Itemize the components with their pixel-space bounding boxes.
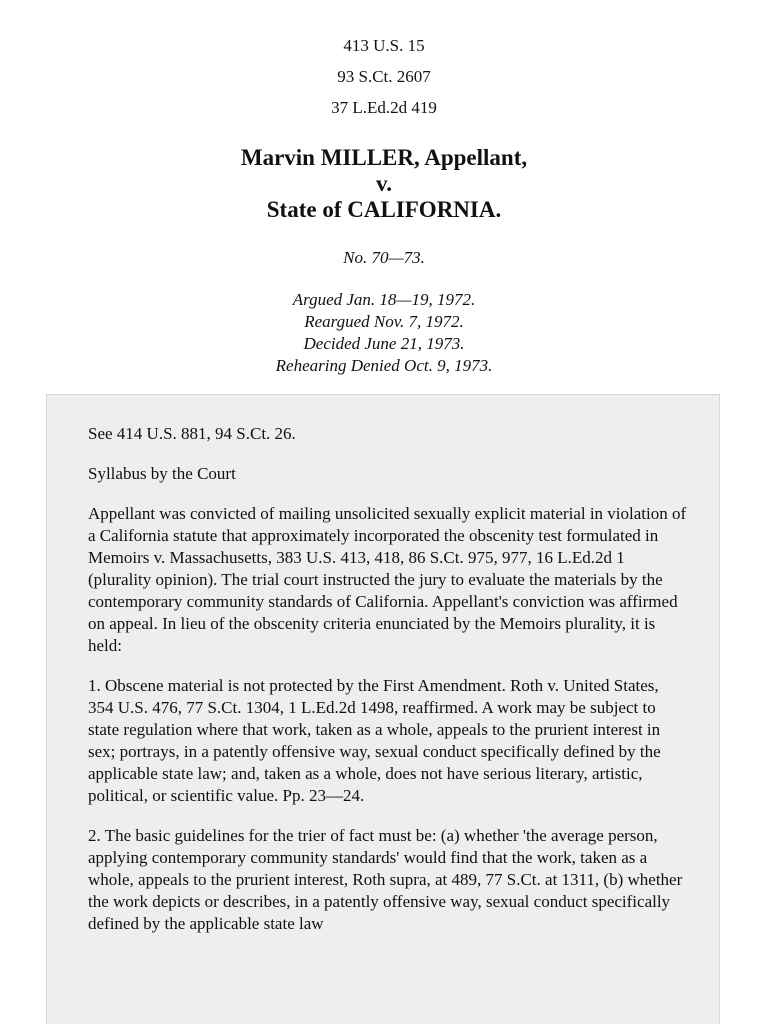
date-reargued: Reargued Nov. 7, 1972. xyxy=(304,312,464,331)
see-also-citation: See 414 U.S. 881, 94 S.Ct. 26. xyxy=(88,424,296,443)
case-title-appellee: State of CALIFORNIA. xyxy=(266,197,502,222)
date-decided: Decided June 21, 1973. xyxy=(303,334,465,353)
date-rehearing-denied: Rehearing Denied Oct. 9, 1973. xyxy=(275,356,493,375)
holding-paragraph-2: 2. The basic guidelines for the trier of fact must be: (a) whether 'the average person, applying contemporary community standards' would find that the work, taken as a whole, appeals to the prurient interest, Roth supra, at 489, 77 S.Ct. at 1311, (b) whether the work depicts or describes, in a patently offensive way, sexual conduct specifically defined by the applicable state law xyxy=(88,826,683,933)
case-title-versus: v. xyxy=(376,171,392,196)
case-title-appellant: Marvin MILLER, Appellant, xyxy=(240,145,528,170)
syllabus-content xyxy=(88,423,688,953)
syllabus-panel xyxy=(46,394,720,1024)
syllabus-heading: Syllabus by the Court xyxy=(88,464,236,483)
citation-lawyers-edition: 37 L.Ed.2d 419 xyxy=(331,98,437,117)
syllabus-paragraph: Appellant was convicted of mailing unsolicited sexually explicit material in violation of a California statute that approximately incorporated the obscenity test formulated in Memoirs v. Massachusetts, 383 U.S. 413, 418, 86 S.Ct. 975, 977, 16 L.Ed.2d 1 (plurality opinion). The trial court instructed the jury to evaluate the materials by the contemporary community standards of California. Appellant's conviction was affirmed on appeal. In lieu of the obscenity criteria enunciated by the Memoirs plurality, it is held: xyxy=(88,504,687,655)
holding-paragraph-1: 1. Obscene material is not protected by the First Amendment. Roth v. United States, 354 U.S. 476, 77 S.Ct. 1304, 1 L.Ed.2d 1498, reaffirmed. A work may be subject to state regulation where that work, taken as a whole, appeals to the prurient interest in sex; portrays, in a patently offensive way, sexual conduct specifically defined by the applicable state law; and, taken as a whole, does not have serious literary, artistic, political, or scientific value. Pp. 23—24. xyxy=(88,676,661,805)
docket-number: No. 70—73. xyxy=(343,248,425,267)
date-argued: Argued Jan. 18—19, 1972. xyxy=(292,290,476,309)
citation-us-reports: 413 U.S. 15 xyxy=(343,36,425,55)
citation-supreme-court-reporter: 93 S.Ct. 2607 xyxy=(337,67,431,86)
